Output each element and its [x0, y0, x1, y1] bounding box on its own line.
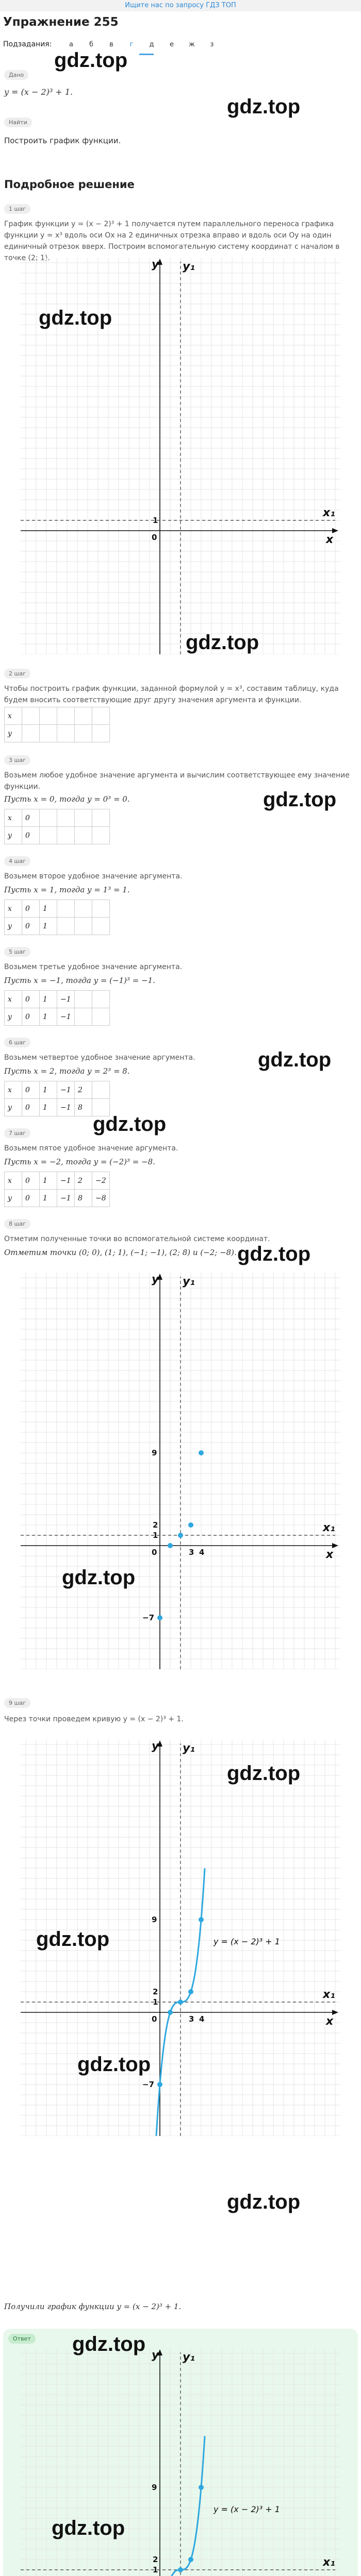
step-7-pill: 7 шаг	[4, 1128, 30, 1138]
table-cell: 1	[40, 991, 57, 1008]
table-cell	[57, 725, 75, 742]
page-title: Упражнение 255	[3, 15, 119, 29]
table-cell	[40, 725, 57, 742]
table-cell	[22, 707, 40, 725]
step-6-pill: 6 шаг	[4, 1038, 30, 1047]
data-point	[188, 2557, 193, 2562]
table-row-label: x	[5, 1081, 22, 1099]
tick-label-3: 3	[189, 1548, 194, 1557]
table-cell: 0	[22, 991, 40, 1008]
table-cell: −1	[57, 1081, 75, 1099]
step-9-pill: 9 шаг	[4, 1698, 30, 1708]
table-cell: 1	[40, 1099, 57, 1116]
x1-axis-label: x₁	[323, 1521, 335, 1534]
y-axis-label: y	[152, 258, 159, 271]
table-cell	[92, 1081, 110, 1099]
table-row-label: x	[5, 809, 22, 827]
step-5-text: Возьмем третье удобное значение аргумента.	[4, 963, 183, 971]
graph-answer	[21, 2348, 340, 2576]
table-row	[5, 725, 110, 742]
table-cell	[75, 809, 92, 827]
table-cell: 0	[22, 900, 40, 918]
y1-axis-label: y₁	[183, 2351, 195, 2364]
subpoint-b[interactable]: б	[89, 40, 93, 48]
table-row	[5, 1081, 110, 1099]
data-point	[157, 2082, 162, 2087]
active-subpoint-underline	[139, 54, 154, 55]
table-row	[5, 809, 110, 827]
x-axis-label: x	[326, 2015, 334, 2028]
table-row-label: y	[5, 725, 22, 742]
table-row	[5, 900, 110, 918]
data-point	[188, 1522, 193, 1528]
table-cell	[92, 809, 110, 827]
step-7-calc: Пусть x = −2, тогда y = (−2)³ = −8.	[4, 1157, 155, 1166]
tick-label-minus-7: −7	[142, 2080, 155, 2089]
subpoint-e[interactable]: е	[169, 40, 174, 48]
step-3-calc: Пусть x = 0, тогда y = 0³ = 0.	[4, 794, 130, 804]
table-cell	[75, 827, 92, 844]
step-4-calc: Пусть x = 1, тогда y = 1³ = 1.	[4, 885, 130, 894]
data-point	[199, 2485, 204, 2490]
table-row	[5, 1190, 110, 1207]
table-cell: 0	[22, 1099, 40, 1116]
table-cell: 1	[40, 918, 57, 935]
watermark: gdz.top	[77, 2053, 151, 2076]
table-cell	[57, 900, 75, 918]
subpoint-v[interactable]: в	[109, 40, 113, 48]
watermark: gdz.top	[54, 49, 128, 72]
table-cell	[92, 725, 110, 742]
watermark: gdz.top	[227, 2191, 301, 2213]
subpoint-d[interactable]: д	[149, 40, 154, 48]
table-cell: 0	[22, 918, 40, 935]
step-2-pill: 2 шаг	[4, 669, 30, 679]
table-cell	[92, 707, 110, 725]
tick-label-1: 1	[153, 1531, 158, 1540]
table-cell: −1	[57, 1099, 75, 1116]
value-table-1	[4, 707, 110, 742]
data-point	[168, 1543, 173, 1548]
table-cell: −1	[57, 1008, 75, 1026]
find-text: Построить график функции.	[4, 136, 121, 145]
subpoint-zh[interactable]: ж	[189, 40, 195, 48]
table-row-label: y	[5, 1099, 22, 1116]
data-point	[178, 1999, 183, 2005]
table-cell	[75, 918, 92, 935]
step-4-text: Возьмем второе удобное значение аргумента.	[4, 872, 183, 880]
table-cell: 2	[75, 1172, 92, 1190]
watermark: gdz.top	[72, 2333, 146, 2355]
table-row	[5, 918, 110, 935]
table-cell	[57, 809, 75, 827]
tick-label-4: 4	[199, 2014, 205, 2024]
table-row	[5, 1008, 110, 1026]
banner-link[interactable]: Ищите нас по запросу ГДЗ ТОП	[125, 2, 236, 9]
watermark: gdz.top	[237, 1243, 311, 1265]
watermark: gdz.top	[186, 631, 259, 654]
table-cell	[40, 809, 57, 827]
tick-label-4: 4	[199, 1548, 205, 1557]
table-cell	[75, 707, 92, 725]
table-row-label: x	[5, 900, 22, 918]
tick-label-9: 9	[152, 1915, 157, 1924]
table-cell: −1	[57, 991, 75, 1008]
step-9-calc: Получили график функции y = (x − 2)³ + 1.	[4, 2302, 182, 2311]
step-5-pill: 5 шаг	[4, 947, 30, 957]
value-table-3	[4, 900, 110, 935]
table-cell	[57, 918, 75, 935]
table-cell	[22, 725, 40, 742]
graph-2	[21, 1273, 340, 1669]
table-cell: 0	[22, 1008, 40, 1026]
watermark: gdz.top	[258, 1048, 332, 1071]
subpoints-nav	[3, 40, 222, 48]
data-point	[199, 1450, 204, 1455]
origin-label: 0	[152, 2014, 157, 2024]
table-row	[5, 1172, 110, 1190]
data-point	[157, 1615, 162, 1620]
table-row-label: y	[5, 1190, 22, 1207]
table-cell	[40, 827, 57, 844]
tick-label-9: 9	[152, 1448, 157, 1458]
tick-label-minus-7: −7	[142, 1613, 155, 1622]
origin-label: 0	[152, 533, 157, 542]
table-row-label: y	[5, 918, 22, 935]
find-pill: Найти	[4, 117, 32, 127]
table-cell	[92, 1008, 110, 1026]
step-8-calc: Отметим точки (0; 0), (1; 1), (−1; −1), (2; 8) и (−2; −8).	[4, 1248, 237, 1257]
top-banner[interactable]	[0, 0, 361, 11]
step-2-text: Чтобы построить график функции, заданной формулой y = x³, составим таблицу, куда будем вносить соответствующие друг другу значения аргумента и функции.	[4, 685, 339, 704]
value-table-4	[4, 990, 110, 1026]
step-9-text: Через точки проведем кривую y = (x − 2)³ + 1.	[4, 1715, 184, 1723]
table-cell	[92, 991, 110, 1008]
subpoint-a[interactable]: а	[69, 40, 73, 48]
value-table-2	[4, 809, 110, 844]
subpoint-z[interactable]: з	[210, 40, 214, 48]
table-cell: 1	[40, 900, 57, 918]
table-cell: −8	[92, 1190, 110, 1207]
tick-label-2: 2	[153, 1987, 158, 1996]
table-row	[5, 991, 110, 1008]
x-axis-label: x	[326, 1548, 334, 1561]
value-table-6	[4, 1172, 110, 1207]
table-cell: 1	[40, 1190, 57, 1207]
step-1-pill: 1 шаг	[4, 204, 30, 214]
subpoints-label: Подзадания:	[3, 40, 52, 48]
data-point	[199, 1917, 204, 1922]
given-pill: Дано	[4, 70, 28, 80]
table-cell: 0	[22, 1081, 40, 1099]
tick-label-2: 2	[153, 2555, 158, 2564]
tick-label-1: 1	[153, 516, 158, 525]
tick-label-1: 1	[153, 1997, 158, 2007]
curve-label: y = (x − 2)³ + 1	[214, 2504, 280, 2514]
curve-label: y = (x − 2)³ + 1	[214, 1937, 280, 1946]
table-row-label: y	[5, 1008, 22, 1026]
table-cell	[57, 707, 75, 725]
table-cell	[75, 725, 92, 742]
watermark: gdz.top	[263, 788, 337, 811]
subpoint-g[interactable]: г	[129, 40, 134, 48]
data-point	[178, 1533, 183, 1538]
y-axis-label: y	[152, 1740, 159, 1753]
table-row-label: x	[5, 1172, 22, 1190]
data-point	[188, 1989, 193, 1994]
table-cell	[75, 991, 92, 1008]
step-8-pill: 8 шаг	[4, 1219, 30, 1229]
table-row-label: y	[5, 827, 22, 844]
watermark: gdz.top	[39, 307, 112, 329]
watermark: gdz.top	[227, 95, 301, 118]
answer-pill: Ответ	[8, 2334, 36, 2344]
grid	[21, 2348, 340, 2576]
x1-axis-label: x₁	[323, 2556, 335, 2569]
table-row	[5, 827, 110, 844]
step-7-text: Возьмем пятое удобное значение аргумента.	[4, 1144, 178, 1153]
origin-label: 0	[152, 1548, 157, 1557]
table-cell: 0	[22, 809, 40, 827]
step-1-text: График функции y = (x − 2)³ + 1 получается путем параллельного переноса графика функции y = x³ вдоль оси Ox на 2 единичных отрезка вправо и вдоль оси Oy на один единичный отрезок вверх. Построим вспомогательную систему координат с началом в точке (2; 1).	[4, 220, 340, 262]
table-cell	[75, 900, 92, 918]
data-point	[178, 2567, 183, 2572]
y-axis-label: y	[152, 1273, 159, 1286]
table-cell	[92, 900, 110, 918]
tick-label-2: 2	[153, 1520, 158, 1530]
watermark: gdz.top	[93, 1113, 167, 1136]
table-cell: −2	[92, 1172, 110, 1190]
table-row-label: x	[5, 707, 22, 725]
x-axis-label: x	[326, 533, 334, 546]
watermark: gdz.top	[36, 1928, 110, 1951]
tick-label-1: 1	[153, 2565, 158, 2574]
table-cell: 0	[22, 827, 40, 844]
table-cell: 8	[75, 1099, 92, 1116]
tick-label-3: 3	[189, 2014, 194, 2024]
graph-2-svg	[21, 1273, 340, 1669]
watermark: gdz.top	[62, 1566, 136, 1589]
x1-axis-label: x₁	[323, 506, 335, 519]
x1-axis-label: x₁	[323, 1988, 335, 2001]
table-cell	[92, 827, 110, 844]
table-cell	[40, 707, 57, 725]
table-cell	[92, 918, 110, 935]
step-3-pill: 3 шаг	[4, 755, 30, 765]
graph-answer-svg	[21, 2348, 340, 2576]
tick-label-9: 9	[152, 2483, 157, 2492]
table-row	[5, 707, 110, 725]
step-5-calc: Пусть x = −1, тогда y = (−1)³ = −1.	[4, 976, 155, 985]
table-cell: 1	[40, 1008, 57, 1026]
watermark: gdz.top	[52, 2517, 125, 2539]
y1-axis-label: y₁	[183, 260, 195, 273]
table-cell: 1	[40, 1081, 57, 1099]
given-formula: y = (x − 2)³ + 1.	[4, 87, 73, 97]
table-cell: 0	[22, 1172, 40, 1190]
step-8-text: Отметим полученные точки во вспомогательной системе координат.	[4, 1235, 270, 1243]
step-3-text: Возьмем любое удобное значение аргумента и вычислим соответствующее ему значение функции.	[4, 771, 350, 791]
step-6-text: Возьмем четвертое удобное значение аргумента.	[4, 1054, 195, 1062]
data-point	[168, 2010, 173, 2015]
table-cell	[75, 1008, 92, 1026]
table-cell: −1	[57, 1190, 75, 1207]
table-cell: 8	[75, 1190, 92, 1207]
solution-header: Подробное решение	[4, 178, 135, 191]
table-cell: −1	[57, 1172, 75, 1190]
table-cell: 2	[75, 1081, 92, 1099]
table-cell	[57, 827, 75, 844]
value-table-5	[4, 1081, 110, 1116]
y1-axis-label: y₁	[183, 1742, 195, 1755]
table-cell: 1	[40, 1172, 57, 1190]
table-cell: 0	[22, 1190, 40, 1207]
step-6-calc: Пусть x = 2, тогда y = 2³ = 8.	[4, 1066, 130, 1076]
watermark: gdz.top	[227, 1762, 301, 1785]
table-row-label: x	[5, 991, 22, 1008]
y-axis-label: y	[152, 2349, 159, 2362]
y1-axis-label: y₁	[183, 1275, 195, 1288]
step-4-pill: 4 шаг	[4, 856, 30, 866]
